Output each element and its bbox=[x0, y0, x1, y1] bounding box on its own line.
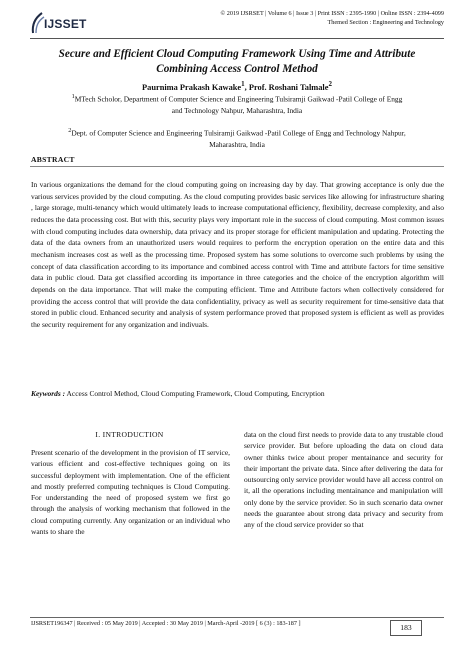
keywords bbox=[31, 388, 444, 399]
author-1: Paurnima Prakash Kawake bbox=[142, 82, 242, 92]
paper-title bbox=[40, 47, 434, 77]
intro-right-column: data on the cloud first needs to provide data to any trustable cloud service provider. But before uploading the data on cloud data owner thinks twice about proper mentainance and security for their important the private data. Since after delivering the data for outsourcing only service provider would have all access control on it, all the operations including mentainance and manipulation will only done by the service provider. So in such scenario data owner needs the guarantee about strong data privacy and security from any of the cloud service provider so that bbox=[244, 430, 443, 530]
intro-left-column: Present scenario of the development in the provision of IT service, various efficient and cost-effective techniques going on its successful deployment with implementation. One of the efficient and mostly preferred computing techniques is Cloud Computing. For understanding the need of proposed system we first go through the analysis of working mechanism that followed in the cloud computing currently. Any organization or an individual who wants to share the bbox=[31, 448, 230, 537]
journal-info bbox=[124, 9, 444, 27]
aff2-line-1: Dept. of Computer Science and Engineering Tulsiramji Gaikwad -Patil College of Engg and Technology Nahpur, bbox=[71, 128, 406, 138]
header-divider bbox=[30, 38, 444, 39]
author-2: , Prof. Roshani Talmale bbox=[244, 82, 329, 92]
footer-divider bbox=[30, 617, 444, 618]
author-list bbox=[40, 80, 434, 92]
affiliation-1 bbox=[30, 92, 444, 116]
themed-section-line: Themed Section : Engineering and Technology bbox=[327, 19, 444, 26]
introduction-heading: I. INTRODUCTION bbox=[95, 430, 164, 439]
abstract-divider bbox=[30, 166, 444, 167]
abstract-heading: ABSTRACT bbox=[31, 155, 75, 164]
keywords-text: Access Control Method, Cloud Computing Framework, Cloud Computing, Encryption bbox=[65, 389, 325, 398]
keywords-label: Keywords : bbox=[31, 389, 66, 398]
journal-logo bbox=[30, 11, 100, 37]
abstract-text: In various organizations the demand for the cloud computing going on increasing day by day. That growing acceptance is only due the various services provided by the cloud computing. As the cloud computing provides basic services like allowing for infrastructure sharing , large storage, multi-tenancy which would ultimately leads to increase computational efficiency, flexibility, decrease complexity, and also reduces the data processing cost. But with this, security plays very important role in the success of cloud computing. Most common issues with cloud computing includes data ownership, data privacy and its proper storage for efficient manipulation and updating. Protecting the data of the data owners from an unauthorized users would requires to perform the encryption operation on the entire data and this mechanism increases cost as well as the processing time. Proposed system has some solutions to overcome such problems by using the concept of data classification according to its importance and combined access control with Time and attribute factors for time sensitive data in public cloud. Data get classified according its importance in three categories and the choice of the encryption algorithm will depends on the data importance. That will make the computing efficient. Time and Attribute factors when collectively considered for providing the access control that will provide the data confidentiality, privacy as well as security requirement for time-sensitive data that stored in public cloud. Enhanced security and analysis of system performance proved that proposed system is efficient as well as provides the security requirement for any organization and indivuals. bbox=[31, 180, 444, 329]
author-2-sup: 2 bbox=[328, 80, 332, 88]
aff2-sup: 2 bbox=[68, 128, 72, 134]
affiliation-2 bbox=[30, 126, 444, 150]
page-number: 183 bbox=[390, 620, 422, 636]
aff1-line-1: MTech Scholor, Department of Computer Science and Engineering Tulsiramji Gaikwad -Patil College of Engg bbox=[74, 94, 403, 104]
aff1-line-2: and Technology Nahpur, Maharashtra, India bbox=[171, 105, 303, 115]
aff2-line-2: Maharashtra, India bbox=[209, 139, 265, 149]
footer-citation: IJSRSET196347 | Received : 05 May 2019 | Accepted : 30 May 2019 | March-April -2019 [ 6 (3) : 183-187 ] bbox=[31, 620, 301, 627]
title-line-1: Secure and Efficient Cloud Computing Framework Using Time and Attribute bbox=[58, 48, 416, 60]
aff1-sup: 1 bbox=[71, 94, 75, 100]
journal-issue-line: © 2019 IJSRSET | Volume 6 | Issue 3 | Print ISSN : 2395-1990 | Online ISSN : 2394-4099 bbox=[220, 10, 444, 17]
logo-text: IJSSET bbox=[44, 17, 87, 31]
author-1-sup: 1 bbox=[241, 80, 245, 88]
title-line-2: Combining Access Control Method bbox=[156, 63, 318, 75]
